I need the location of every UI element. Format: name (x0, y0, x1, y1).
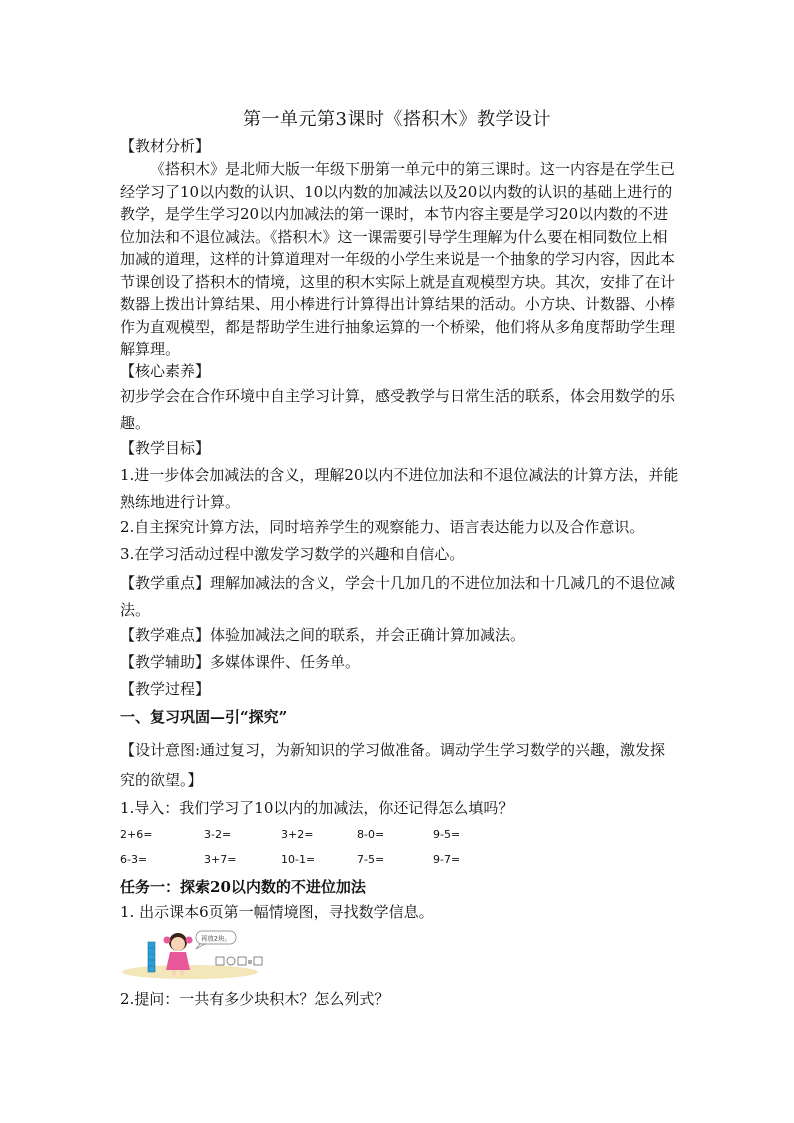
speech-bubble (196, 931, 236, 949)
design-intent: 【设计意图:通过复习，为新知识的学习做准备。调动学生学习数学的兴趣，激发探究的欲望。】 (120, 741, 666, 789)
task1-step2: 2.提问：一共有多少块积木？怎么列式？ (120, 990, 390, 1008)
difficulty: 【教学难点】体验加减法之间的联系，并会正确计算加减法。 (120, 626, 526, 644)
aids: 【教学辅助】多媒体课件、任务单。 (120, 653, 361, 671)
exercise-item: 3-2= (204, 828, 232, 841)
exercise-item: 7-5= (357, 853, 385, 866)
analysis-text: 《搭积木》是北师大版一年级下册第一单元中的第三课时。这一内容是在学生已经学习了10以内数的认识、10以内数的加减法以及20以内数的认识的基础上进行的教学，是学生学习20以内加减法的第一课时，本节内容主要是学习20以内数的不进位加法和不退位减法。《搭积木》这一课需要引导学生理解为什么要在相同数位上相加减的道理，这样的计算道理对一年级的小学生来说是一个抽象的学习内容，因此本节课创设了搭积木的情境，这里的积木实际上就是直观模型方块。其次，安排了在计数器上拨出计算结果、用小棒进行计算得出计算结果的活动。小方块、计数器、小棒作为直观模型，都是帮助学生进行抽象运算的一个桥梁，他们将从多角度帮助学生理解算理。 (120, 160, 676, 358)
task1-heading: 任务一：探索20以内数的不进位加法 (120, 878, 366, 896)
key-point: 【教学重点】理解加减法的含义，学会十几加几的不进位加法和十几减几的不退位减法。 (120, 574, 676, 619)
speech-bubble-text: 再放2块。 (200, 934, 232, 943)
textbook-illustration (120, 928, 290, 980)
exercise-item: 9-5= (433, 828, 461, 841)
goal-3: 3.在学习活动过程中激发学习数学的兴趣和自信心。 (120, 545, 465, 563)
exercise-item: 8-0= (357, 828, 385, 841)
exercise-item: 9-7= (433, 853, 461, 866)
cube-stack (148, 942, 155, 972)
analysis-heading: 【教材分析】 (120, 137, 211, 155)
goal-2: 2.自主探究计算方法，同时培养学生的观察能力、语言表达能力以及合作意识。 (120, 518, 645, 536)
exercise-item: 2+6= (120, 828, 153, 841)
process-heading: 【教学过程】 (120, 680, 211, 698)
page-title: 第一单元第3课时《搭积木》教学设计 (243, 109, 551, 130)
intro-text: 1.导入：我们学习了10以内的加减法，你还记得怎么填吗？ (120, 799, 514, 817)
task1-step1: 1. 出示课本6页第一幅情境图，寻找数学信息。 (120, 903, 434, 921)
part1-heading: 一、复习巩固—引“探究” (120, 708, 288, 726)
goals-heading: 【教学目标】 (120, 439, 211, 457)
core-text: 初步学会在合作环境中自主学习计算，感受教学与日常生活的联系，体会用数学的乐趣。 (120, 387, 676, 432)
exercise-item: 3+7= (204, 853, 237, 866)
exercise-item: 3+2= (281, 828, 314, 841)
equation-boxes (216, 957, 262, 965)
girl-figure (164, 933, 193, 975)
exercise-item: 6-3= (120, 853, 148, 866)
core-heading: 【核心素养】 (120, 362, 211, 380)
exercise-item: 10-1= (281, 853, 316, 866)
ground-shadow (122, 965, 258, 979)
goal-1: 1.进一步体会加减法的含义，理解20以内不进位加法和不退位减法的计算方法，并能熟练地进行计算。 (120, 466, 679, 511)
